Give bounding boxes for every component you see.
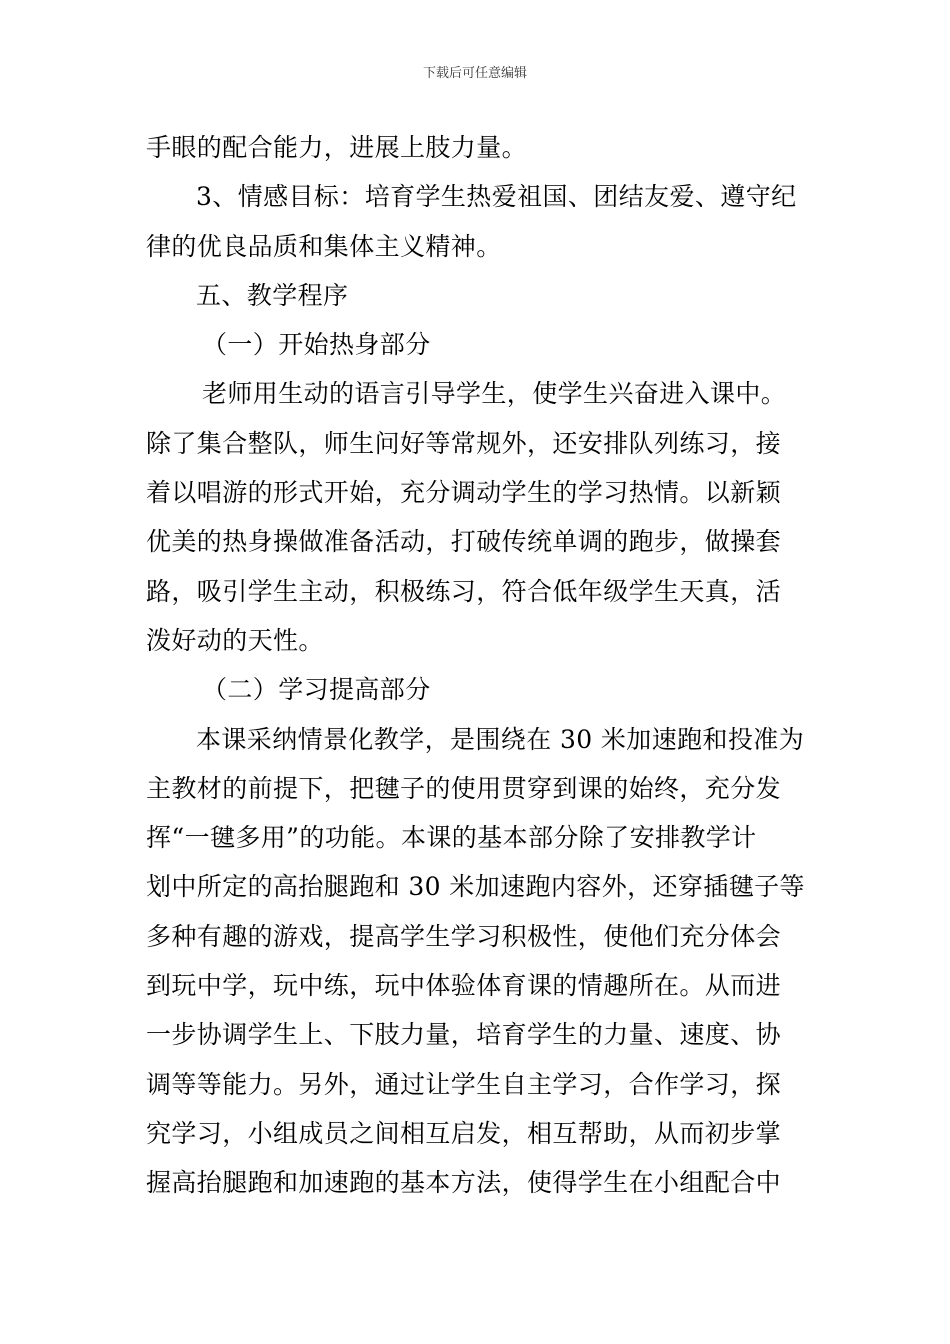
page-header: 下载后可任意编辑 (422, 66, 527, 81)
text-line: 本课采纳情景化教学，是围绕在 30 米加速跑和投准为 (196, 724, 805, 754)
subsection-heading: （二）学习提高部分 (202, 675, 431, 705)
text-line: 主教材的前提下，把毽子的使用贯穿到课的始终，充分发 (146, 773, 782, 803)
section-heading: 五、教学程序 (196, 280, 349, 310)
text-line: 着以唱游的形式开始，充分调动学生的学习热情。以新颖 (146, 478, 782, 508)
text-line: 泼好动的天性。 (146, 625, 324, 655)
text-line: 调等等能力。另外，通过让学生自主学习，合作学习，探 (146, 1069, 782, 1099)
text-line: 到玩中学，玩中练，玩中体验体育课的情趣所在。从而进 (146, 971, 782, 1001)
text-line: 划中所定的高抬腿跑和 30 米加速跑内容外，还穿插毽子等 (146, 872, 805, 902)
text-line: 多种有趣的游戏，提高学生学习积极性，使他们充分体会 (146, 921, 782, 951)
text-line: 握高抬腿跑和加速跑的基本方法，使得学生在小组配合中 (146, 1168, 782, 1198)
text-line: 一步协调学生上、下肢力量，培育学生的力量、速度、协 (146, 1020, 782, 1050)
text-line: 3、情感目标：培育学生热爱祖国、团结友爱、遵守纪 (196, 182, 797, 212)
text-line: 除了集合整队，师生问好等常规外，还安排队列练习，接 (146, 428, 782, 458)
text-line: 手眼的配合能力，进展上肢力量。 (146, 133, 528, 162)
text-line: 究学习，小组成员之间相互启发，相互帮助，从而初步掌 (146, 1118, 782, 1148)
text-line: 优美的热身操做准备活动，打破传统单调的跑步，做操套 (146, 527, 782, 557)
document-body (146, 123, 811, 1208)
text-line: 律的优良品质和集体主义精神。 (146, 231, 502, 261)
subsection-heading: （一）开始热身部分 (202, 330, 431, 360)
text-line: 挥“一毽多用”的功能。本课的基本部分除了安排教学计 (146, 823, 757, 853)
text-line: 老师用生动的语言引导学生，使学生兴奋进入课中。 (202, 379, 787, 409)
text-line: 路，吸引学生主动，积极练习，符合低年级学生天真，活 (146, 576, 782, 606)
